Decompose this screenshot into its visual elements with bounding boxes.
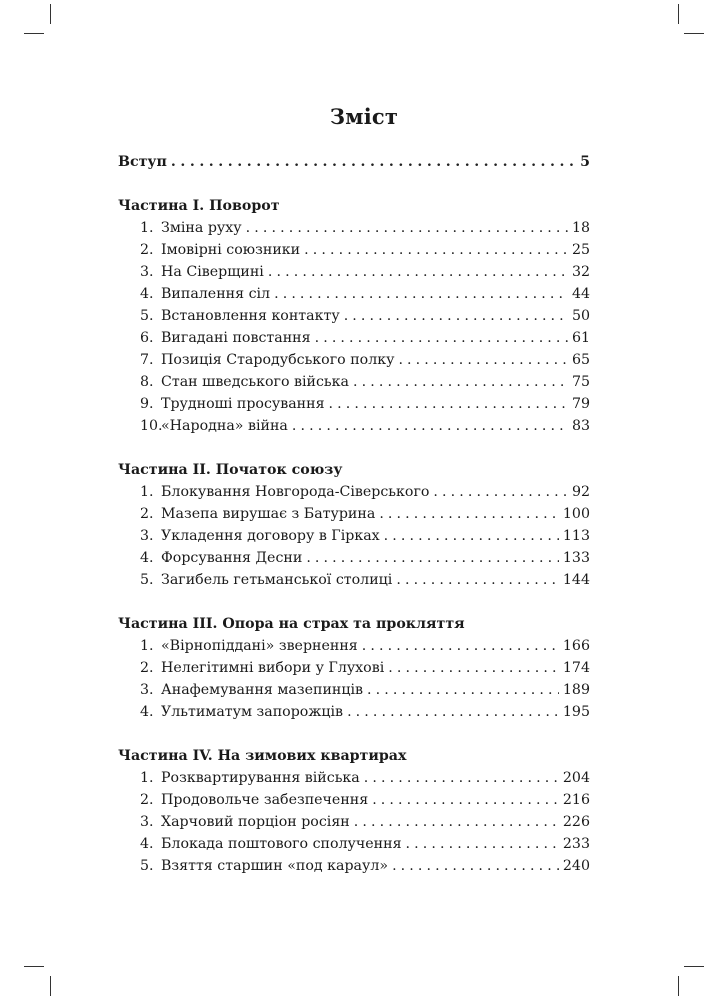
toc-entry-page: 216: [562, 792, 590, 808]
toc-entry-number: 1.: [140, 638, 154, 654]
crop-mark-bottom-right-h: [684, 966, 704, 967]
toc-entry-number: 2.: [140, 660, 154, 676]
dot-leader: [274, 283, 568, 305]
toc-entry-number: 3.: [140, 528, 154, 544]
dot-leader: [329, 393, 568, 415]
toc-entry-page: 166: [562, 638, 590, 654]
toc-entry-page: 100: [562, 506, 590, 522]
dot-leader: [396, 569, 559, 591]
toc-entry-number: 4.: [140, 704, 154, 720]
toc-entry[interactable]: [140, 855, 590, 877]
toc-part-title[interactable]: Частина IV. На зимових квартирах: [118, 748, 407, 764]
dot-leader: [367, 679, 559, 701]
toc-entry-number: 4.: [140, 550, 154, 566]
dot-leader: [344, 305, 568, 327]
toc-entry[interactable]: [140, 393, 590, 415]
toc-entry-label: Позиція Стародубського полку: [161, 352, 395, 368]
toc-entry-number: 5.: [140, 858, 154, 874]
toc-entry-number: 4.: [140, 286, 154, 302]
toc-entry-label: Встановлення контакту: [161, 308, 340, 324]
toc-part: [118, 459, 590, 591]
dot-leader: [362, 635, 559, 657]
toc-entry-page: 92: [571, 484, 590, 500]
dot-leader: [292, 415, 568, 437]
toc-entry[interactable]: [140, 833, 590, 855]
toc-entry-page: 144: [562, 572, 590, 588]
toc-entry-page: 79: [571, 396, 590, 412]
toc-part-items: [118, 767, 590, 877]
toc-entry-page: 226: [562, 814, 590, 830]
toc-entry[interactable]: [140, 525, 590, 547]
toc-entry[interactable]: [140, 635, 590, 657]
toc-entry-page: 5: [580, 154, 590, 170]
toc-entry-page: 195: [562, 704, 590, 720]
toc-entry[interactable]: [140, 305, 590, 327]
toc-entry[interactable]: [140, 239, 590, 261]
toc-entry-number: 8.: [140, 374, 154, 390]
toc-entry[interactable]: [140, 283, 590, 305]
toc-entry[interactable]: [140, 217, 590, 239]
toc-entry-page: 174: [562, 660, 590, 676]
toc-entry-number: 5.: [140, 572, 154, 588]
table-of-contents: [118, 151, 590, 877]
toc-entry-label: «Вірнопіддані» звернення: [161, 638, 358, 654]
toc-entry-page: 44: [571, 286, 590, 302]
crop-mark-bottom-right-v: [678, 976, 679, 996]
toc-entry-label: Харчовий порціон росіян: [161, 814, 350, 830]
dot-leader: [388, 657, 559, 679]
toc-part-title[interactable]: Частина I. Поворот: [118, 198, 280, 214]
dot-leader: [372, 789, 559, 811]
page-title: Зміст: [329, 104, 399, 129]
toc-entry-number: 1.: [140, 220, 154, 236]
toc-part-items: [118, 217, 590, 437]
toc-part: [118, 195, 590, 437]
toc-part: [118, 745, 590, 877]
toc-entry[interactable]: [140, 811, 590, 833]
toc-part-items: [118, 481, 590, 591]
toc-entry[interactable]: [140, 701, 590, 723]
crop-mark-top-left-v: [50, 4, 51, 24]
toc-entry-label: Форсування Десни: [161, 550, 303, 566]
toc-entry-label: Анафемування мазепинців: [161, 682, 364, 698]
toc-entry[interactable]: [140, 789, 590, 811]
toc-entry-label: Мазепа вирушає з Батурина: [161, 506, 376, 522]
toc-entry-number: 2.: [140, 242, 154, 258]
toc-entry-page: 50: [571, 308, 590, 324]
toc-entry-page: 83: [571, 418, 590, 434]
dot-leader: [347, 701, 559, 723]
toc-entry-page: 113: [562, 528, 590, 544]
dot-leader: [433, 481, 568, 503]
dot-leader: [171, 151, 576, 173]
toc-entry[interactable]: [140, 547, 590, 569]
toc-entry[interactable]: [140, 371, 590, 393]
toc-entry[interactable]: [140, 503, 590, 525]
toc-entry-label: Блокада поштового сполучення: [161, 836, 402, 852]
dot-leader: [306, 547, 559, 569]
toc-entry-number: 1.: [140, 770, 154, 786]
toc-entry-label: Нелегітимні вибори у Глухові: [161, 660, 385, 676]
toc-parts: [118, 195, 590, 877]
dot-leader: [398, 349, 568, 371]
toc-entry-label: Загибель гетьманської столиці: [161, 572, 393, 588]
toc-entry-number: 4.: [140, 836, 154, 852]
toc-entry-page: 233: [562, 836, 590, 852]
toc-entry-label: Укладення договору в Гірках: [161, 528, 380, 544]
toc-entry[interactable]: [140, 415, 590, 437]
toc-entry-page: 32: [571, 264, 590, 280]
toc-entry-number: 7.: [140, 352, 154, 368]
toc-entry-number: 3.: [140, 682, 154, 698]
toc-entry-number: 3.: [140, 264, 154, 280]
dot-leader: [364, 767, 559, 789]
toc-entry-label: Продовольче забезпечення: [161, 792, 369, 808]
toc-entry-page: 75: [571, 374, 590, 390]
toc-entry[interactable]: [140, 767, 590, 789]
toc-entry-label: Блокування Новгорода-Сіверського: [161, 484, 430, 500]
toc-entry-number: 2.: [140, 506, 154, 522]
crop-mark-top-right-h: [684, 33, 704, 34]
crop-mark-top-right-v: [678, 4, 679, 24]
toc-entry-page: 65: [571, 352, 590, 368]
toc-entry[interactable]: [140, 261, 590, 283]
toc-entry[interactable]: [140, 327, 590, 349]
toc-entry[interactable]: [140, 657, 590, 679]
toc-entry-label: Взяття старшин «под караул»: [161, 858, 389, 874]
toc-entry-number: 3.: [140, 814, 154, 830]
toc-entry-label: Зміна руху: [161, 220, 242, 236]
toc-part-title[interactable]: Частина II. Початок союзу: [118, 462, 343, 478]
crop-mark-top-left-h: [24, 33, 44, 34]
toc-entry[interactable]: [140, 481, 590, 503]
toc-entry-page: 18: [571, 220, 590, 236]
toc-entry-page: 61: [571, 330, 590, 346]
toc-entry[interactable]: [140, 679, 590, 701]
toc-entry[interactable]: [140, 569, 590, 591]
dot-leader: [384, 525, 559, 547]
toc-entry-label: «Народна» війна: [161, 418, 288, 434]
toc-entry-label: Розквартирування війська: [161, 770, 360, 786]
toc-entry-page: 25: [571, 242, 590, 258]
toc-entry-label: Стан шведського війська: [161, 374, 349, 390]
dot-leader: [406, 833, 559, 855]
dot-leader: [392, 855, 559, 877]
toc-entry-number: 1.: [140, 484, 154, 500]
toc-entry-page: 204: [562, 770, 590, 786]
toc-entry-label: Трудноші просування: [161, 396, 325, 412]
toc-entry-number: 9.: [140, 396, 154, 412]
dot-leader: [304, 239, 568, 261]
dot-leader: [246, 217, 568, 239]
toc-entry-page: 240: [562, 858, 590, 874]
toc-entry-label: Ультиматум запорожців: [161, 704, 344, 720]
dot-leader: [268, 261, 568, 283]
toc-entry-label: Випалення сіл: [161, 286, 271, 302]
toc-entry-intro[interactable]: [118, 151, 590, 173]
toc-entry[interactable]: [140, 349, 590, 371]
toc-entry-label: Вигадані повстання: [161, 330, 311, 346]
toc-entry-number: 10.: [140, 418, 163, 434]
toc-entry-label: На Сіверщині: [161, 264, 264, 280]
toc-entry-page: 189: [562, 682, 590, 698]
toc-entry-label: Імовірні союзники: [161, 242, 301, 258]
toc-part-title[interactable]: Частина III. Опора на страх та прокляття: [118, 616, 465, 632]
dot-leader: [353, 371, 568, 393]
toc-entry-page: 133: [562, 550, 590, 566]
toc-entry-number: 6.: [140, 330, 154, 346]
toc-part: [118, 613, 590, 723]
dot-leader: [379, 503, 559, 525]
crop-mark-bottom-left-h: [24, 966, 44, 967]
toc-entry-number: 2.: [140, 792, 154, 808]
toc-entry-number: 5.: [140, 308, 154, 324]
crop-mark-bottom-left-v: [50, 976, 51, 996]
dot-leader: [315, 327, 568, 349]
toc-entry-label: Вступ: [118, 154, 167, 170]
toc-part-items: [118, 635, 590, 723]
dot-leader: [354, 811, 559, 833]
